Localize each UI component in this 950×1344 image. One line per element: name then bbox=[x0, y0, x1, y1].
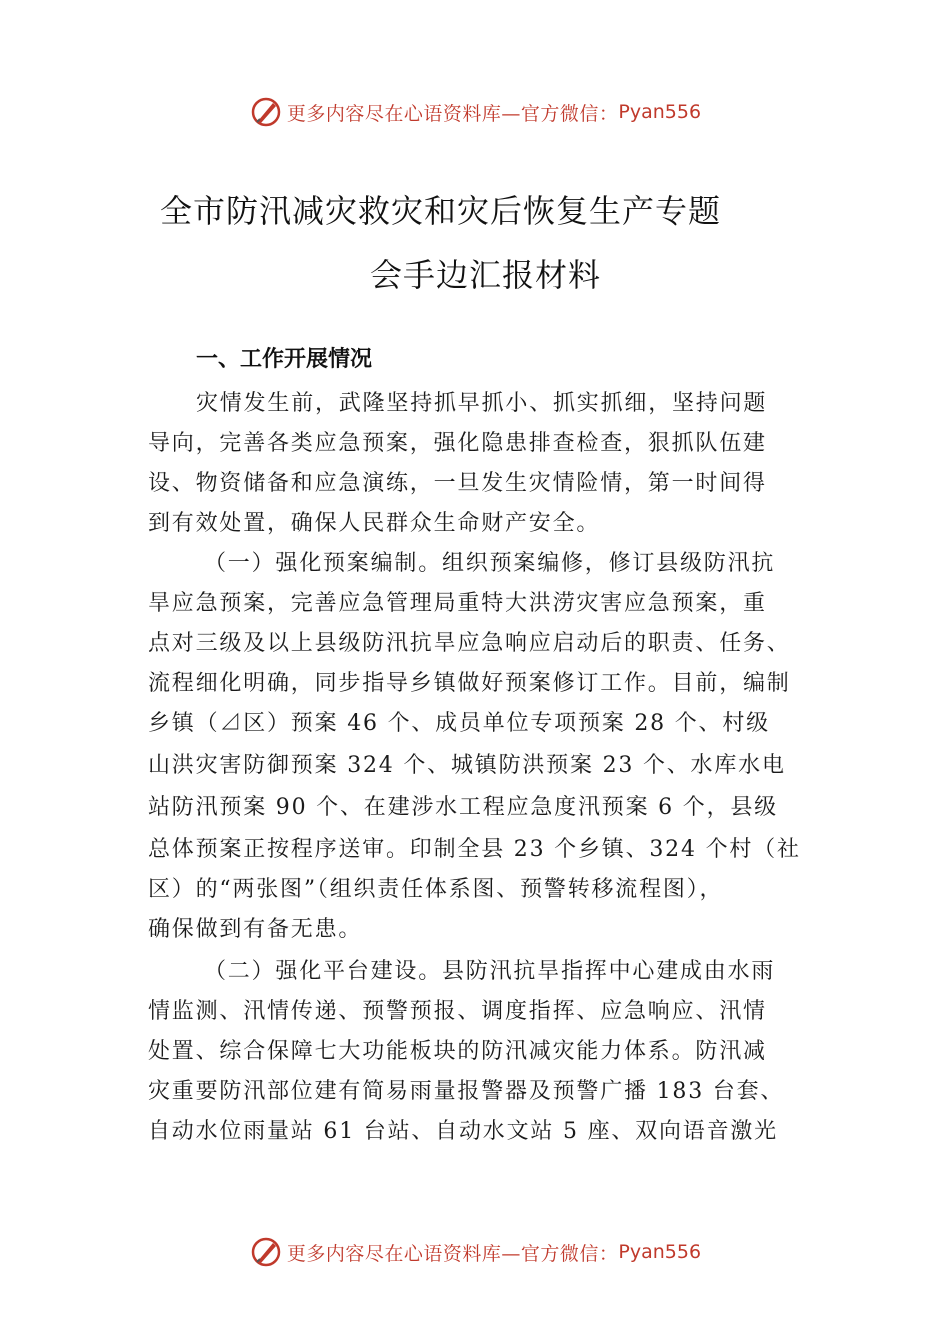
paragraph-line: 处置、综合保障七大功能板块的防汛减灾能力体系。防汛减 bbox=[148, 1039, 767, 1064]
paragraph-line: 流程细化明确，同步指导乡镇做好预案修订工作。目前，编制 bbox=[148, 671, 791, 696]
paragraph-line: 山洪灾害防御预案 324 个、城镇防洪预案 23 个、水库水电 bbox=[148, 753, 786, 778]
banner-text: 更多内容尽在心语资料库—官方微信： bbox=[286, 1242, 619, 1265]
paragraph-line: （一）强化预案编制。组织预案编修，修订县级防汛抗 bbox=[204, 551, 776, 576]
paragraph-line: 灾情发生前，武隆坚持抓早抓小、抓实抓细，坚持问题 bbox=[196, 391, 768, 416]
paragraph-line: 总体预案正按程序送审。印制全县 23 个乡镇、324 个村（社 bbox=[148, 837, 801, 862]
paragraph-line: 区）的“两张图”（组织责任体系图、预警转移流程图）， bbox=[148, 877, 724, 902]
banner-account: Pyan556 bbox=[618, 101, 702, 123]
quill-logo-icon bbox=[249, 95, 283, 129]
banner-account: Pyan556 bbox=[618, 1241, 702, 1263]
paragraph-line: 乡镇（⊿区）预案 46 个、成员单位专项预案 28 个、村级 bbox=[148, 711, 770, 736]
paragraph-line: 灾重要防汛部位建有简易雨量报警器及预警广播 183 台套、 bbox=[148, 1079, 785, 1104]
section-heading: 一、工作开展情况 bbox=[196, 347, 373, 372]
paragraph-line: 确保做到有备无患。 bbox=[148, 917, 363, 942]
document-title-line1: 全市防汛减灾救灾和灾后恢复生产专题 bbox=[160, 192, 722, 230]
footer-banner bbox=[0, 1232, 950, 1272]
paragraph-line: 自动水位雨量站 61 台站、自动水文站 5 座、双向语音激光 bbox=[148, 1119, 778, 1144]
paragraph-line: 设、物资储备和应急演练，一旦发生灾情险情，第一时间得 bbox=[148, 471, 767, 496]
paragraph-line: 旱应急预案，完善应急管理局重特大洪涝灾害应急预案，重 bbox=[148, 591, 767, 616]
document-title-line2: 会手边汇报材料 bbox=[370, 256, 602, 294]
paragraph-line: 到有效处置，确保人民群众生命财产安全。 bbox=[148, 511, 601, 536]
paragraph-line: 点对三级及以上县级防汛抗旱应急响应启动后的职责、任务、 bbox=[148, 631, 791, 656]
paragraph-line: （二）强化平台建设。县防汛抗旱指挥中心建成由水雨 bbox=[204, 959, 776, 984]
paragraph-line: 情监测、汛情传递、预警预报、调度指挥、应急响应、汛情 bbox=[148, 999, 767, 1024]
paragraph-line: 站防汛预案 90 个、在建涉水工程应急度汛预案 6 个，县级 bbox=[148, 795, 778, 820]
quill-logo-icon bbox=[249, 1235, 283, 1269]
header-banner bbox=[0, 92, 950, 132]
paragraph-line: 导向，完善各类应急预案，强化隐患排查检查，狠抓队伍建 bbox=[148, 431, 767, 456]
banner-text: 更多内容尽在心语资料库—官方微信： bbox=[286, 102, 619, 125]
